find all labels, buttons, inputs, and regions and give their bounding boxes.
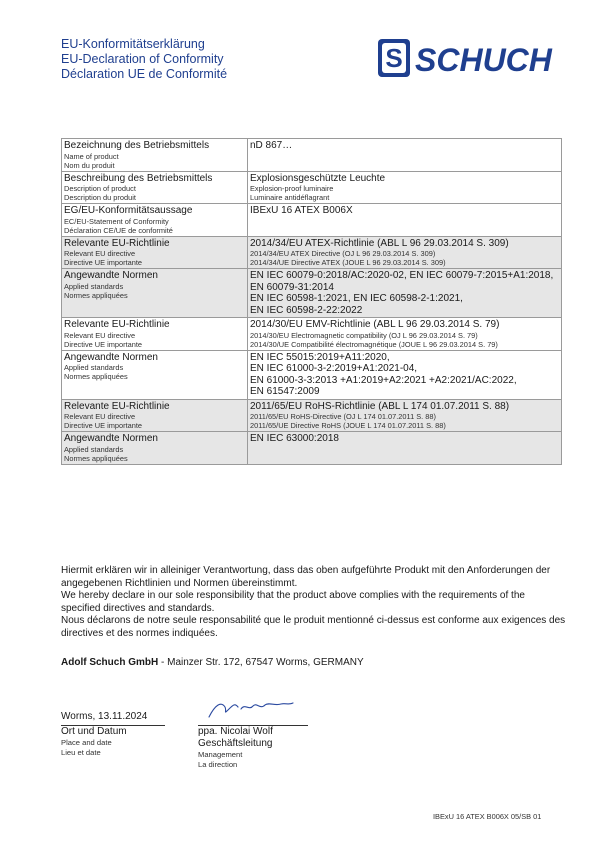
- row-label-translation: Directive UE importante: [64, 339, 143, 349]
- row-value-cell: [248, 236, 562, 269]
- table-row: [62, 269, 562, 318]
- conformity-table: [61, 138, 562, 465]
- signer-role: Geschäftsleitung: [198, 738, 273, 749]
- place-date-block: [61, 711, 165, 758]
- row-value-cell: [248, 318, 562, 351]
- table-row: [62, 350, 562, 399]
- row-label: Relevante EU-Richtlinie: [64, 319, 170, 330]
- row-value: 2014/30/EU EMV-Richtlinie (ABL L 96 29.03.2014 S. 79): [250, 319, 500, 330]
- declaration-text: [61, 565, 566, 641]
- row-value: 2011/65/UE Directive RoHS (JOUE L 174 01.07.2011 S. 88): [250, 421, 446, 430]
- row-label-translation: Directive UE importante: [64, 421, 143, 430]
- table-row: [62, 399, 562, 432]
- row-label-cell: [62, 236, 248, 269]
- row-label-translation: Description of product: [64, 184, 136, 193]
- logo-mark: S: [385, 43, 403, 73]
- row-value: EN 60079-31:2014: [250, 281, 334, 293]
- row-label-translation: Relevant EU directive: [64, 412, 136, 421]
- row-value-cell: [248, 269, 562, 318]
- place-date-label-en: Place and date: [61, 738, 112, 747]
- company-line: [61, 657, 364, 668]
- row-value: EN IEC 60598-2-22:2022: [250, 304, 363, 316]
- row-label-cell: [62, 399, 248, 432]
- row-value: EN IEC 55015:2019+A11:2020,: [250, 351, 390, 363]
- table-row: [62, 318, 562, 351]
- table-row: [62, 204, 562, 237]
- schuch-logo: [377, 36, 561, 81]
- row-label-translation: Nom du produit: [64, 160, 115, 170]
- row-label: EG/EU-Konformitätsaussage: [64, 205, 193, 216]
- row-label: Bezeichnung des Betriebsmittels: [64, 140, 210, 151]
- place-date-label: Ort und Datum: [61, 726, 127, 737]
- document-reference: IBExU 16 ATEX B006X 05/SB 01: [433, 812, 542, 821]
- row-label-cell: [62, 204, 248, 237]
- row-label-cell: [62, 269, 248, 318]
- row-value-cell: [248, 171, 562, 204]
- declaration-german: Hiermit erklären wir in alleiniger Verantwortung, dass das oben aufgeführte Produkt mit den Anforderungen der angegebenen Richtlinien und Normen übereinstimmt.: [61, 565, 551, 589]
- row-value: 2011/65/EU RoHS-Richtlinie (ABL L 174 01.07.2011 S. 88): [250, 400, 510, 412]
- logo-wordmark: SCHUCH: [415, 42, 552, 78]
- row-label: Relevante EU-Richtlinie: [64, 400, 170, 412]
- signer-role-en: Management: [198, 750, 243, 759]
- place-date-value: Worms, 13.11.2024: [61, 711, 148, 722]
- row-label-translation: Normes appliquées: [64, 372, 128, 381]
- table-row: [62, 171, 562, 204]
- row-label-cell: [62, 139, 248, 172]
- row-value-cell: [248, 204, 562, 237]
- row-label: Beschreibung des Betriebsmittels: [64, 172, 213, 184]
- title-german: EU-Konformitätserklärung: [61, 37, 205, 51]
- row-label-translation: Relevant EU directive: [64, 330, 136, 340]
- row-value-cell: [248, 350, 562, 399]
- row-label-cell: [62, 432, 248, 465]
- row-value: 2014/34/UE Directive ATEX (JOUE L 96 29.03.2014 S. 309): [250, 258, 446, 267]
- row-value: EN IEC 60598-1:2021, EN IEC 60598-2-1:2021,: [250, 293, 463, 304]
- row-value-cell: [248, 139, 562, 172]
- row-value: IBExU 16 ATEX B006X: [250, 205, 353, 216]
- row-label-translation: Name of product: [64, 151, 119, 161]
- row-label: Angewandte Normen: [64, 351, 158, 363]
- row-label: Angewandte Normen: [64, 270, 158, 281]
- row-value: nD 867…: [250, 140, 293, 151]
- company-address: - Mainzer Str. 172, 67547 Worms, GERMANY: [158, 657, 364, 668]
- row-label-translation: EC/EU-Statement of Conformity: [64, 216, 169, 226]
- place-date-label-fr: Lieu et date: [61, 748, 101, 757]
- row-value: EN 61547:2009: [250, 386, 320, 397]
- declaration-french: Nous déclarons de notre seule responsabilité que le produit mentionné ci-dessus est conforme aux exigences des directives et des normes indiquées.: [61, 615, 566, 639]
- row-label-translation: Relevant EU directive: [64, 249, 136, 258]
- row-value-cell: [248, 399, 562, 432]
- row-value: EN IEC 63000:2018: [250, 433, 339, 444]
- row-label-translation: Applied standards: [64, 444, 124, 454]
- row-value: 2014/34/EU ATEX Directive (OJ L 96 29.03.2014 S. 309): [250, 249, 436, 258]
- row-value: 2014/34/EU ATEX-Richtlinie (ABL L 96 29.03.2014 S. 309): [250, 237, 509, 249]
- signer-block: [198, 711, 308, 770]
- declaration-english: We hereby declare in our sole responsibility that the product above complies with the requirements of the specified directives and standards.: [61, 590, 525, 614]
- row-label-cell: [62, 350, 248, 399]
- row-value: 2011/65/EU RoHS-Directive (OJ L 174 01.07.2011 S. 88): [250, 412, 436, 421]
- row-value-cell: [248, 432, 562, 465]
- row-label: Relevante EU-Richtlinie: [64, 237, 170, 249]
- signer-role-fr: La direction: [198, 760, 238, 769]
- row-label-translation: Applied standards: [64, 281, 124, 291]
- row-label-cell: [62, 318, 248, 351]
- company-name: Adolf Schuch GmbH: [61, 657, 159, 668]
- row-value: 2014/30/UE Compatibilité électromagnétique (JOUE L 96 29.03.2014 S. 79): [250, 339, 498, 349]
- title-french: Déclaration UE de Conformité: [61, 67, 228, 81]
- row-value: EN IEC 61000-3-2:2019+A1:2021-04,: [250, 363, 418, 374]
- title-english: EU-Declaration of Conformity: [61, 52, 224, 66]
- row-label-translation: Directive UE importante: [64, 258, 143, 267]
- row-value: EN IEC 60079-0:2018/AC:2020-02, EN IEC 60079-7:2015+A1:2018,: [250, 270, 554, 281]
- signer-name: ppa. Nicolai Wolf: [198, 726, 273, 737]
- row-label-translation: Normes appliquées: [64, 290, 128, 300]
- table-row: [62, 139, 562, 172]
- row-label: Angewandte Normen: [64, 433, 158, 444]
- row-value: 2014/30/EU Electromagnetic compatibility (OJ L 96 29.03.2014 S. 79): [250, 330, 478, 340]
- table-row: [62, 432, 562, 465]
- row-value: Luminaire antidéflagrant: [250, 193, 330, 202]
- row-value: EN 61000-3-3:2013 +A1:2019+A2:2021 +A2:2021/AC:2022,: [250, 374, 517, 386]
- row-value: Explosion-proof luminaire: [250, 184, 334, 193]
- row-value: Explosionsgeschützte Leuchte: [250, 172, 386, 184]
- row-label-translation: Déclaration CE/UE de conformité: [64, 225, 173, 235]
- document-title: [61, 37, 227, 82]
- table-row: [62, 236, 562, 269]
- row-label-translation: Applied standards: [64, 363, 124, 372]
- row-label-cell: [62, 171, 248, 204]
- row-label-translation: Normes appliquées: [64, 453, 128, 463]
- row-label-translation: Description du produit: [64, 193, 136, 202]
